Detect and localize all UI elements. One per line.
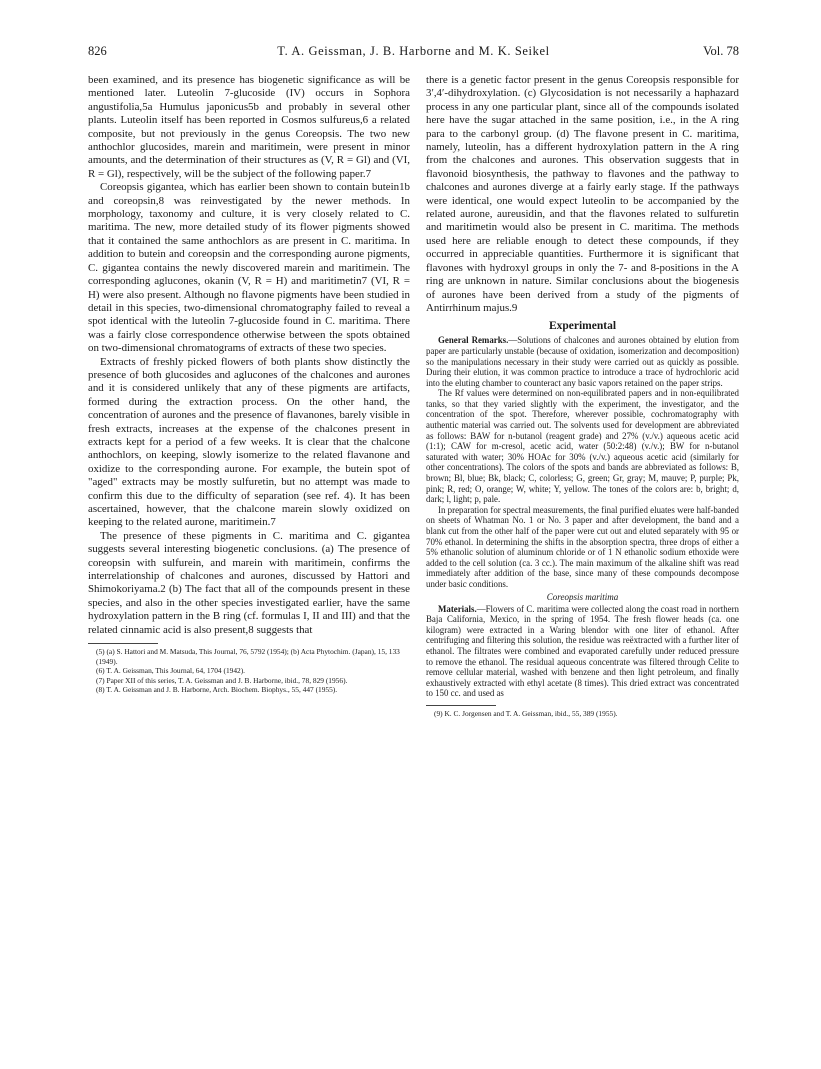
run-in-heading: Materials.	[438, 603, 477, 614]
footnote-rule	[426, 705, 496, 706]
experimental-paragraph: In preparation for spectral measurements, the final purified eluates were half-banded on sheets of Whatman No. 1 or No. 3 paper and after development, the band and a blank cut from the other half of the paper were cut out and eluted separately with 95 or 70% ethanol. In determining the shifts in the absorption spectra, three drops of either a 5% ethanolic solution of aluminum chloride or of 1 N ethanolic sodium ethoxide were added to the cell solution (ca. 3 cc.). The main maximum of the alkaline shift was read immediately after addition of the base, since many of these compounds decompose under basic conditions.	[426, 504, 739, 589]
volume-label: Vol. 78	[703, 44, 739, 58]
experimental-paragraph	[426, 604, 739, 699]
running-header	[88, 44, 739, 62]
run-in-heading: General Remarks.	[438, 335, 509, 346]
subsection-heading: Coreopsis maritima	[546, 591, 619, 602]
paragraph-text: —Solutions of chalcones and aurones obtained by elution from paper are particularly unstable (because of oxidation, isomerization and decomposition) so the manipulations necessary in their study were carried out as quickly as possible. During their elution, it was common practice to introduce a trace of hydrochloric acid into the eluting chamber to counteract any basic vapors retained on the paper strips.	[426, 335, 739, 388]
section-heading: Experimental	[548, 320, 617, 333]
body-paragraph: The presence of these pigments in C. maritima and C. gigantea suggests several interesting biogenetic conclusions. (a) The presence of coreopsin with sulfurein, and marein with maritimein, confirms the interrelationship of chalcones and aurones, discussed by Hattori and Shimokoriyama.2 (b) The fact that all of the compounds present in these species, and also in the other species investigated earlier, have the same hydroxylation pattern in the B ring (cf. formulas I, II and III) and that the related cinnamic acid is also present,8 suggests that	[88, 529, 410, 636]
body-paragraph: been examined, and its presence has biogenetic significance as will be mentioned later. Luteolin 7-glucoside (IV) occurs in Sophora angustifolia,5a Humulus japonicus5b and probably in several other plants. Luteolin itself has been reported in Cosmos sulfureus,6 a related composite, but not previously in the genus Coreopsis. The two new anthochlor glucosides, marein and maritimein, were present in minor amounts, and the determination of their structures as (V, R = Gl) and (VI, R = Gl), respectively, will be the subject of the following paper.7	[88, 74, 410, 180]
paragraph-text: —Flowers of C. maritima were collected along the coast road in northern Baja California, Mexico, in the spring of 1954. The fresh flower heads (ca. one kilogram) were extracted in a Waring blendor with one liter of ethanol. After centrifuging and filtering this solution, the residue was reëxtracted with a further liter of ethanol. The filtrates were combined and evaporated carefully under reduced pressure to remove the ethanol. The residual aqueous concentrate was filtered through Celite to remove cellular material, washed with benzene and then light petroleum, and finally exhaustively extracted with ethyl acetate (8 times). This dried extract was concentrated to 150 cc. and used as	[426, 603, 739, 699]
footnote: (9) K. C. Jorgensen and T. A. Geissman, ibid., 55, 389 (1955).	[434, 708, 618, 718]
footnote-rule	[88, 643, 158, 644]
footnotes	[426, 709, 739, 719]
page-number: 826	[88, 44, 107, 58]
experimental-paragraph: The Rf values were determined on non-equilibrated papers and in non-equilibrated tanks, so that they varied slightly with the experiment, the investigator, and the concentration of the spot. Therefore, wherever possible, cochromatography with authentic material was carried out. The solvents used for development are abbreviated as follows: BAW for n-butanol (reagent grade) and 27% (v./v.) aqueous acetic acid (1:1); CAW for m-cresol, acetic acid, water (50:2:48) (v./v.); BW for n-butanol saturated with water; 30% HOAc for 30% (v./v.) aqueous acetic acid (similarly for other concentrations). The colors of the spots and bands are abbreviated as follows: B, brown; Bl, blue; Bk, black; C, colorless; G, green; Gr, gray; M, mauve; P, purple; Pk, pink; R, red; O, orange; W, white; Y, yellow. The tones of the colors are: b, bright; d, dark; l, light; p, pale.	[426, 388, 739, 505]
experimental-paragraph	[426, 335, 739, 388]
running-authors: T. A. Geissman, J. B. Harborne and M. K. Seikel	[277, 44, 550, 58]
right-column	[426, 74, 739, 719]
body-paragraph: Extracts of freshly picked flowers of both plants show distinctly the presence of both glucosides and aglucones of the chalcones and aurones and it is considered unlikely that any of these pigments are artifacts, formed during the extraction process. On the other hand, the concentration of aurones and the presence of flavanones, barely visible in fresh extracts, increases at the expense of the chalcones present in extracts kept for a period of a few weeks. It is clear that the chalcone anthochlors, on keeping, slowly isomerize to the related flavanone and oxidize to the corresponding aurone. For example, the butein spot of "aged" extracts may be mostly sulfuretin, but no attempt was made to confirm this due to the difficulty of separation (see ref. 4). It has been ascertained, however, that the chalcone marein slowly oxidized on keeping to the related aurone, maritimein.7	[88, 355, 410, 529]
footnotes	[88, 647, 410, 695]
footnote: (5) (a) S. Hattori and M. Matsuda, This Journal, 76, 5792 (1954); (b) Acta Phytochim. (Japan), 15, 133 (1949).	[96, 647, 400, 666]
footnote: (6) T. A. Geissman, This Journal, 64, 1704 (1942).	[96, 666, 246, 676]
body-paragraph: there is a genetic factor present in the genus Coreopsis responsible for 3′,4′-dihydroxylation. (c) Glycosidation is not necessarily a haphazard process in any one particular plant, since all of the compounds isolated here have the sugar attached in the same position, i.e., in the A ring para to the carbonyl group. (d) The flavone present in C. maritima, namely, luteolin, has a different hydroxylation pattern in the A ring from the chalcones and aurones. This observation suggests that in flavonoid biosynthesis, the pathway to flavones and the pathway to chalcones and aurones diverge at a fairly early stage. If the pathways were identical, one would expect luteolin to be accompanied by the related aurone, aureusidin, and that the flavones related to sulfuretin and maritimetin would also be present in C. maritima. The methods used here are reliable enough to detect these compounds, if they occurred in appreciable quantities. Furthermore it is significant that flavones with hydroxyl groups in only the 7- and 8-positions in the A ring are unknown in nature. Similar conclusions about the biogenesis of aurones have been derived from a study of the pigments of Antirrhinum majus.9	[426, 74, 739, 314]
footnote: (7) Paper XII of this series, T. A. Geissman and J. B. Harborne, ibid., 78, 829 (1956).	[96, 675, 348, 685]
body-paragraph: Coreopsis gigantea, which has earlier been shown to contain butein1b and coreopsin,8 was reinvestigated by the newer methods. In morphology, taxonomy and culture, it is very closely related to C. maritima. The new, more detailed study of its flower pigments showed that it contained the same anthochlors as are present in C. maritima. In addition to butein and coreopsin and the corresponding aurone pigments, C. gigantea contains the newly discovered marein and maritimein. The corresponding aglucones, okanin (V, R = H) and maritimetin7 (VI, R = H) were also present. Although no flavone pigments have been studied in detail in this species, two-dimensional chromatography failed to reveal a spot identical with the luteolin 7-glucoside found in C. maritima. There was a fairly close correspondence otherwise between the spots obtained on two-dimensional chromatograms of extracts of these two species.	[88, 181, 410, 355]
footnote: (8) T. A. Geissman and J. B. Harborne, Arch. Biochem. Biophys., 55, 447 (1955).	[96, 685, 338, 695]
left-column	[88, 74, 410, 695]
